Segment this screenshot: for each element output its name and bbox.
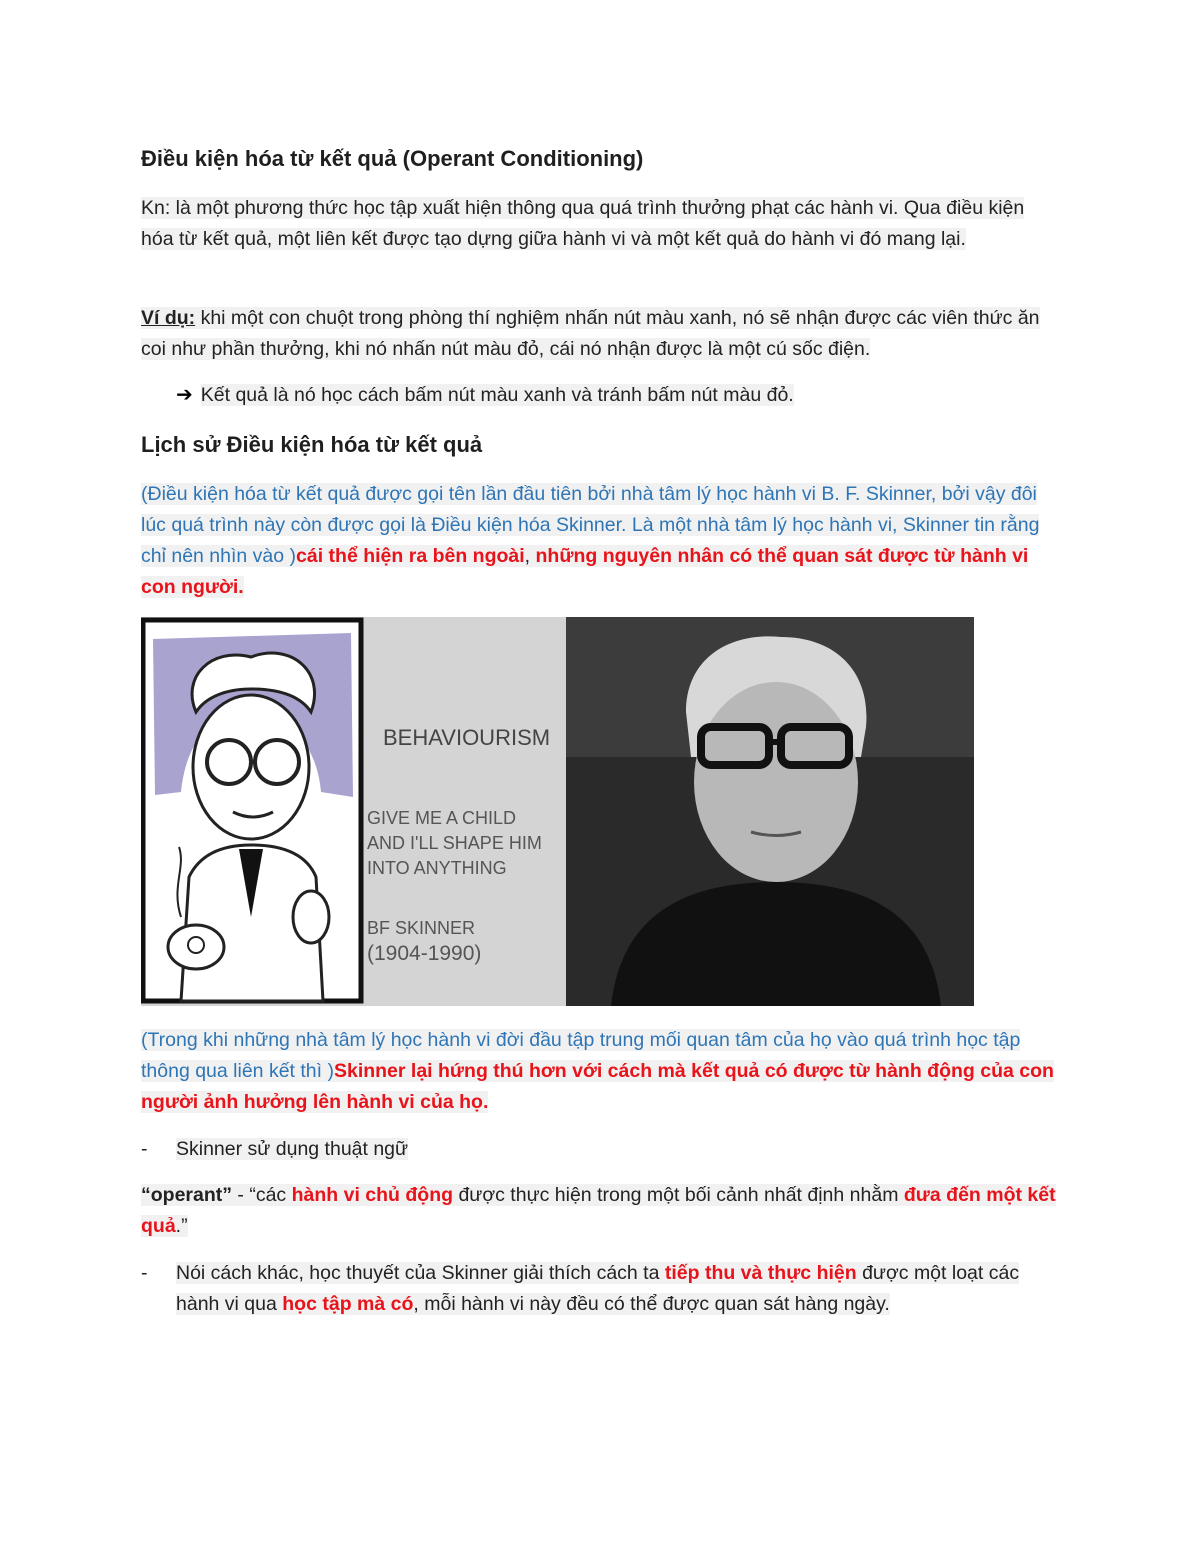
portrait-face bbox=[694, 682, 858, 882]
example-text: khi một con chuột trong phòng thí nghiệm nhấn nút màu xanh, nó sẽ nhận được các viên thức ăn coi như phần thưởng, khi nó nhấn nút màu đỏ, cái nó nhận được là một cú sốc điện. bbox=[141, 307, 1040, 360]
quote-years: (1904-1990) bbox=[367, 942, 482, 965]
history-red-text-1: cái thể hiện ra bên ngoài bbox=[296, 545, 525, 567]
bullet-dash-1: - bbox=[141, 1138, 148, 1160]
operant-term: “operant” bbox=[141, 1184, 233, 1206]
caricature-hand-right bbox=[293, 891, 329, 943]
history-separator: , bbox=[524, 545, 536, 567]
operant-red-2: đưa đến một kết quả bbox=[141, 1184, 1056, 1237]
quote-title: BEHAVIOURISM bbox=[383, 725, 551, 750]
heading-operant-conditioning: Điều kiện hóa từ kết quả (Operant Conditioning) bbox=[141, 146, 644, 171]
caricature-hand-left bbox=[168, 925, 224, 969]
history-blue-text: (Điều kiện hóa từ kết quả được gọi tên lần đầu tiên bởi nhà tâm lý học hành vi B. F. Skinner, bởi vậy đôi lúc quá trình này còn được gọi là Điều kiện hóa Skinner. Là một nhà tâm lý học hành vi, Skinner tin rằng chỉ nên nhìn vào ) bbox=[141, 483, 1040, 567]
example-label: Ví dụ: bbox=[141, 307, 196, 329]
contrast-blue-text: (Trong khi những nhà tâm lý học hành vi đời đầu tập trung mối quan tâm của họ vào quá trình học tập thông qua liên kết thì ) bbox=[141, 1029, 1021, 1082]
quote-line-2: AND I'LL SHAPE HIM bbox=[367, 833, 542, 853]
contrast-red-text: Skinner lại hứng thú hơn với cách mà kết quả có được từ hành động của con người ảnh hưởng lên hành vi của họ. bbox=[141, 1060, 1054, 1113]
definition-paragraph bbox=[141, 193, 1061, 255]
explanation-red-1: tiếp thu và thực hiện bbox=[664, 1262, 857, 1284]
result-text: Kết quả là nó học cách bấm nút màu xanh và tránh bấm nút màu đỏ. bbox=[200, 384, 794, 406]
heading-history: Lịch sử Điều kiện hóa từ kết quả bbox=[141, 432, 483, 457]
history-paragraph bbox=[141, 479, 1061, 603]
quote-line-3: INTO ANYTHING bbox=[367, 858, 507, 878]
explanation-part-1: Nói cách khác, học thuyết của Skinner giải thích cách ta bbox=[176, 1262, 665, 1284]
result-line bbox=[176, 380, 1061, 411]
explanation-part-3: , mỗi hành vi này đều có thể được quan sát hàng ngày. bbox=[413, 1293, 890, 1315]
history-red-text-2: những nguyên nhân có thể quan sát được từ hành vi con người. bbox=[141, 545, 1029, 598]
definition-text: Kn: là một phương thức học tập xuất hiện thông qua quá trình thưởng phạt các hành vi. Qua điều kiện hóa từ kết quả, một liên kết được tạo dựng giữa hành vi và một kết quả do hành vi đó mang lại. bbox=[141, 197, 1025, 250]
quote-line-1: GIVE ME A CHILD bbox=[367, 808, 517, 828]
arrow-icon: ➔ bbox=[176, 384, 193, 406]
operant-definition bbox=[141, 1180, 1061, 1242]
explanation-part-2: được một loạt các hành vi qua bbox=[176, 1262, 1020, 1315]
example-paragraph bbox=[141, 303, 1061, 365]
skinner-illustration bbox=[141, 617, 974, 1006]
operant-red-1: hành vi chủ động bbox=[291, 1184, 454, 1206]
operant-part-1: - “các bbox=[232, 1184, 292, 1206]
contrast-paragraph bbox=[141, 1025, 1061, 1118]
bullet-term-text: Skinner sử dụng thuật ngữ bbox=[176, 1138, 409, 1160]
bullet-dash-2: - bbox=[141, 1262, 148, 1284]
explanation-red-2: học tập mà có bbox=[282, 1293, 414, 1315]
operant-part-3: .” bbox=[175, 1215, 188, 1237]
quote-name: BF SKINNER bbox=[367, 918, 476, 938]
operant-part-2: được thực hiện trong một bối cảnh nhất định nhằm bbox=[453, 1184, 904, 1206]
skinner-figure bbox=[141, 617, 974, 1006]
